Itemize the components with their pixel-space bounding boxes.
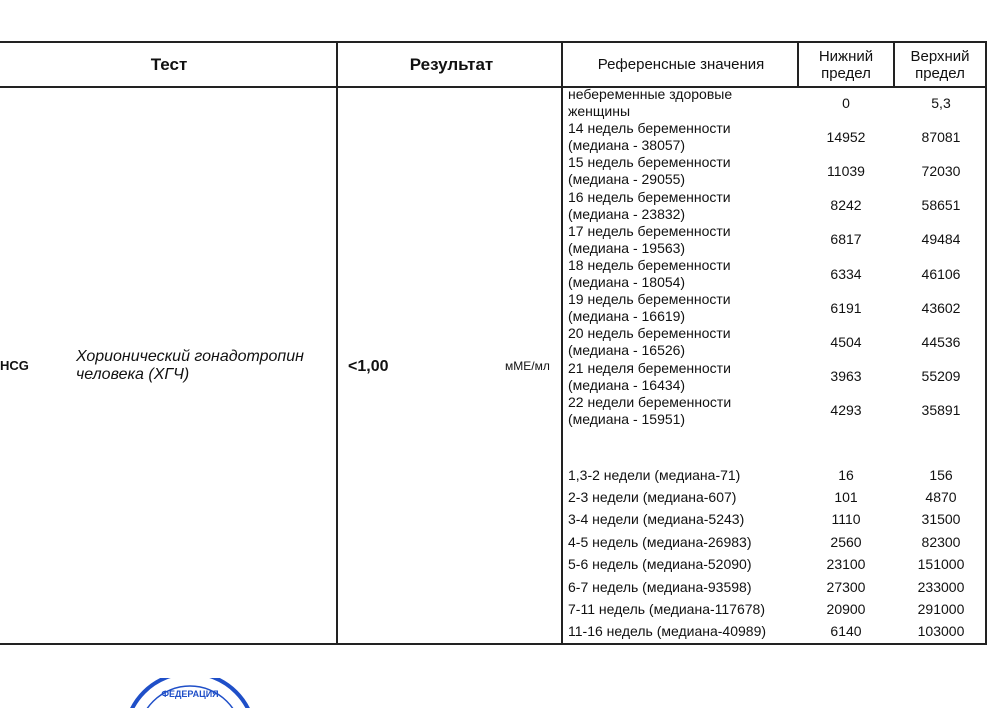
reference-label: 22 недели беременности (медиана - 15951): [568, 393, 732, 427]
header-result: Результат: [409, 55, 494, 74]
lower-limit: 14952: [826, 128, 866, 145]
reference-label: 3-4 недели (медиана-5243): [568, 511, 745, 528]
reference-row: [563, 486, 987, 508]
upper-limit: 103000: [917, 623, 965, 640]
header-reference: Референсные значения: [597, 56, 765, 73]
upper-limit: 49484: [921, 231, 961, 248]
lower-limit: 1110: [831, 511, 861, 528]
reference-label: 11-16 недель (медиана-40989): [568, 623, 767, 640]
divider: [893, 43, 895, 86]
reference-label: небеременные здоровые женщины: [568, 86, 733, 119]
upper-limit: 87081: [921, 128, 961, 145]
reference-row: [563, 576, 987, 598]
upper-limit: 233000: [917, 578, 965, 595]
reference-row: [563, 598, 987, 620]
reference-row: [563, 154, 987, 188]
header-lower: Нижний предел: [818, 47, 874, 82]
lower-limit: 16: [838, 466, 854, 483]
reference-label: 20 недель беременности (медиана - 16526): [568, 325, 731, 359]
reference-label: 6-7 недель (медиана-93598): [568, 578, 752, 595]
lower-limit: 2560: [830, 533, 862, 550]
reference-label: 19 недель беременности (медиана - 16619): [568, 291, 731, 325]
upper-limit: 55209: [921, 368, 961, 385]
lower-limit: 3963: [830, 368, 862, 385]
divider: [797, 43, 799, 86]
reference-row: [563, 120, 987, 154]
upper-limit: 35891: [921, 402, 961, 419]
lower-limit: 23100: [826, 556, 866, 573]
upper-limit: 46106: [921, 265, 961, 282]
reference-row: [563, 189, 987, 223]
lower-limit: 4293: [830, 402, 862, 419]
reference-row: [563, 86, 987, 120]
reference-row: [563, 325, 987, 359]
stamp-seal: [120, 678, 260, 708]
reference-label: 4-5 недель (медиана-26983): [568, 533, 752, 550]
lower-limit: 8242: [830, 197, 862, 214]
test-code: HCG: [0, 358, 29, 373]
header-upper: Верхний предел: [910, 47, 970, 82]
reference-row: [563, 509, 987, 531]
upper-limit: 31500: [921, 511, 961, 528]
reference-label: 14 недель беременности (медиана - 38057): [568, 120, 731, 154]
reference-label: 17 недель беременности (медиана - 19563): [568, 222, 731, 256]
lower-limit: 6334: [830, 265, 862, 282]
reference-label: 5-6 недель (медиана-52090): [568, 556, 752, 573]
lower-limit: 6140: [830, 623, 862, 640]
upper-limit: 43602: [921, 299, 961, 316]
reference-label: 18 недель беременности (медиана - 18054): [568, 257, 731, 290]
lower-limit: 6191: [830, 299, 862, 316]
reference-row: [563, 360, 987, 394]
lower-limit: 4504: [830, 333, 862, 350]
reference-label: 7-11 недель (медиана-117678): [568, 600, 765, 617]
reference-row: [563, 464, 987, 486]
upper-limit: 44536: [921, 333, 961, 350]
reference-row: [563, 531, 987, 553]
upper-limit: 4870: [925, 488, 957, 505]
upper-limit: 156: [929, 466, 953, 483]
upper-limit: 82300: [921, 533, 961, 550]
reference-row: [563, 554, 987, 576]
upper-limit: 58651: [921, 197, 961, 214]
reference-label: 1,3-2 недели (медиана-71): [568, 466, 741, 483]
test-name: Хорионический гонадотропин человека (ХГЧ): [76, 348, 304, 383]
reference-row: [563, 394, 987, 428]
reference-label: 15 недель беременности (медиана - 29055): [568, 154, 731, 188]
upper-limit: 72030: [921, 162, 961, 179]
reference-label: 2-3 недели (медиана-607): [568, 488, 737, 505]
reference-label: 21 неделя беременности (медиана - 16434): [568, 359, 731, 393]
table-header: [0, 43, 985, 88]
reference-row: [563, 291, 987, 325]
reference-label: 16 недель беременности (медиана - 23832): [568, 188, 731, 222]
divider: [336, 43, 338, 643]
test-result: <1,00: [348, 358, 389, 375]
lower-limit: 101: [834, 488, 858, 505]
upper-limit: 291000: [917, 600, 965, 617]
test-unit: мМЕ/мл: [505, 359, 550, 373]
lower-limit: 20900: [826, 600, 866, 617]
lower-limit: 27300: [826, 578, 866, 595]
upper-limit: 5,3: [931, 94, 951, 111]
lower-limit: 0: [842, 94, 850, 111]
reference-row: [563, 223, 987, 257]
svg-text:ФЕДЕРАЦИЯ: ФЕДЕРАЦИЯ: [161, 689, 219, 699]
reference-row: [563, 257, 987, 291]
upper-limit: 151000: [917, 556, 965, 573]
reference-row: [563, 621, 987, 643]
lower-limit: 11039: [827, 162, 865, 179]
lower-limit: 6817: [830, 231, 862, 248]
header-test: Тест: [150, 55, 188, 74]
